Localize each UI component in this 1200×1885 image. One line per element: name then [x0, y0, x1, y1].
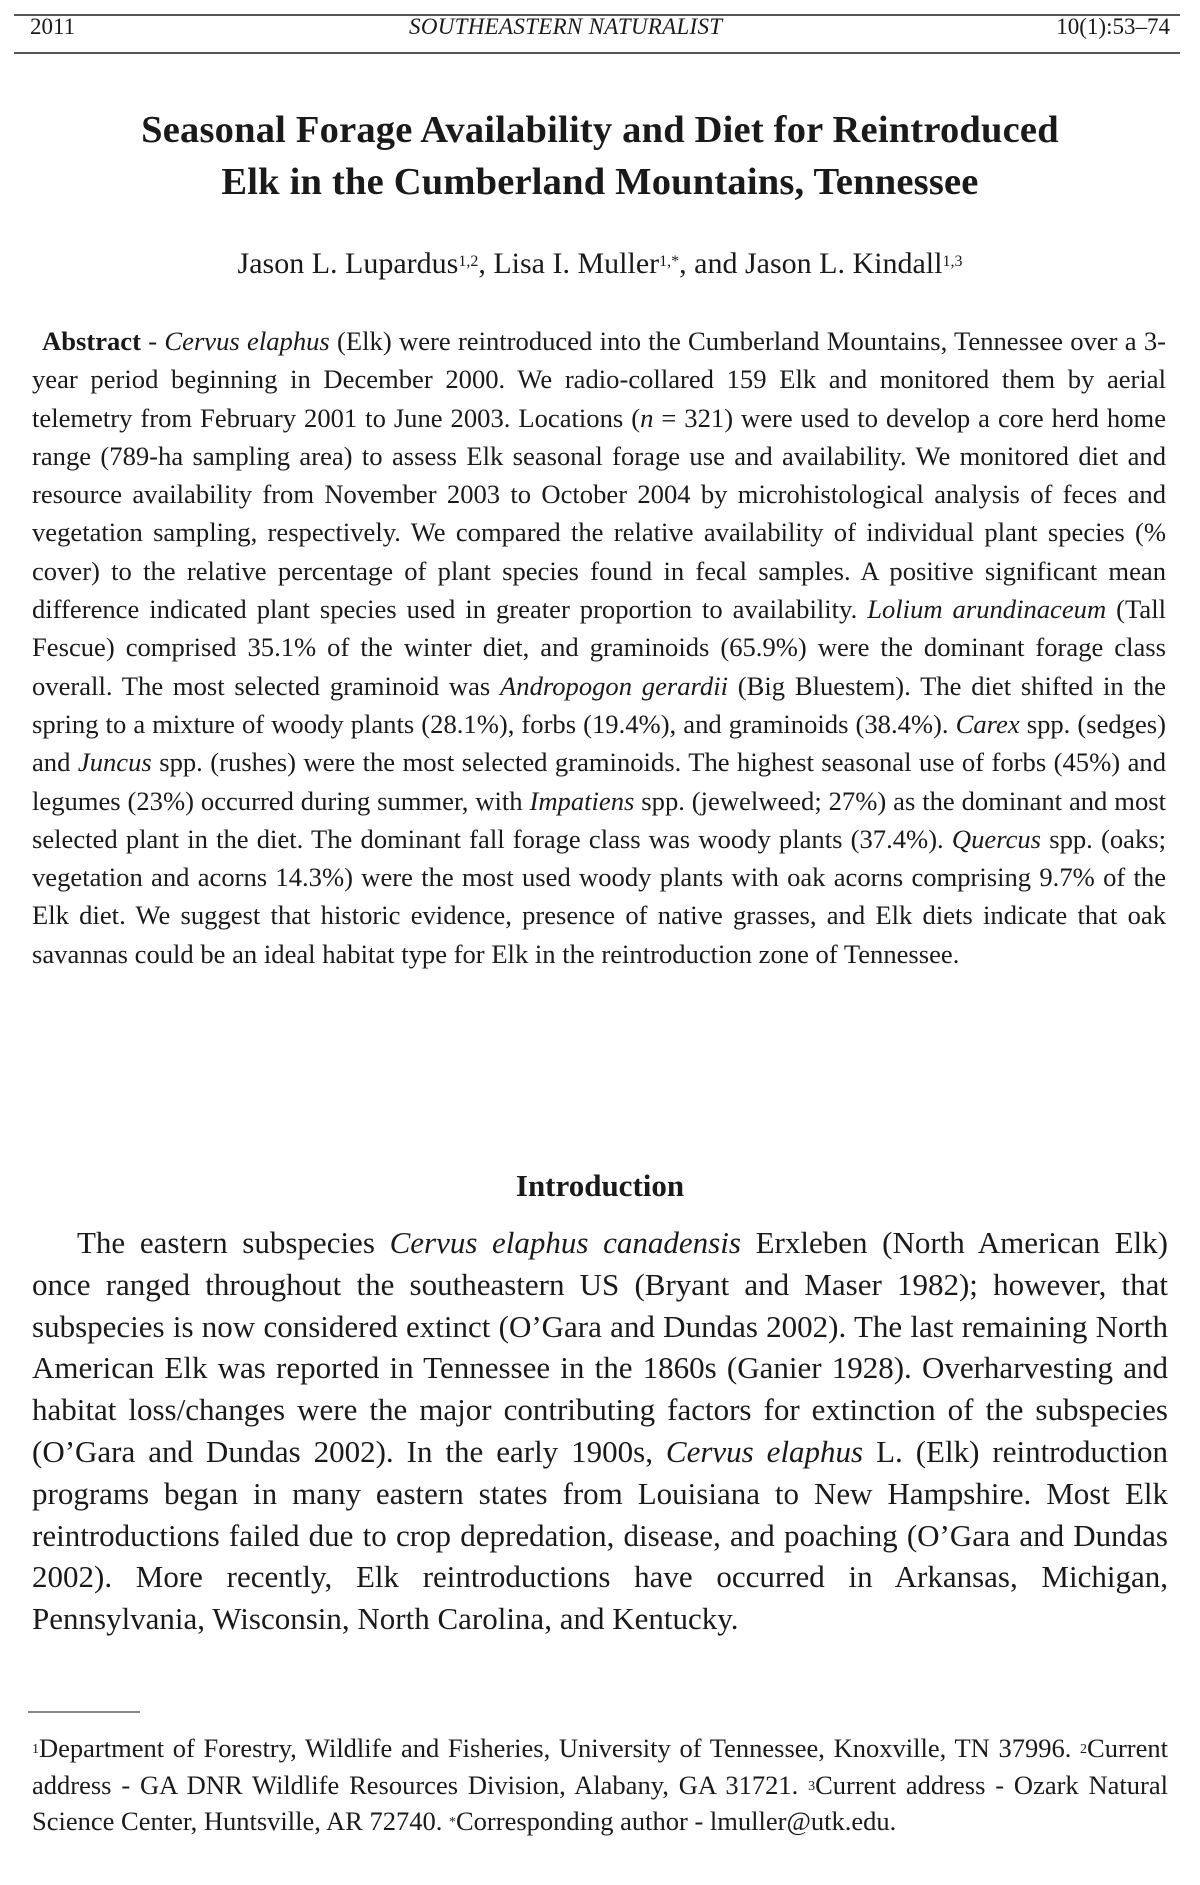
- header-volume-pages: 10(1):53–74: [1056, 14, 1170, 39]
- author-name: Jason L. Lupardus: [237, 247, 459, 280]
- abstract-label: Abstract: [42, 326, 141, 356]
- footnote-text: Current address - Ozark Natural Science Center, Huntsville, AR 72740.: [32, 1769, 1168, 1836]
- body-text: (Elk) were reintroduced into the Cumberland Mountains, Tennessee over a 3-year period beginning in December 2000. We radio-collared 159 Elk and monitored them by aerial telemetry from February 2001 to June 2003. Locations (: [32, 326, 1166, 433]
- author-separator: ,: [478, 247, 494, 280]
- running-header: [30, 10, 1170, 44]
- title-line-2: Elk in the Cumberland Mountains, Tennessee: [221, 161, 979, 203]
- body-text: (Tall Fescue) comprised 35.1% of the winter diet, and graminoids (65.9%) were the dominant forage class overall. The most selected graminoid was: [32, 594, 1166, 701]
- author-separator: , and: [679, 247, 745, 280]
- italic-taxon-text: Andropogon gerardii: [500, 670, 728, 701]
- author-name: Jason L. Kindall: [744, 247, 943, 280]
- italic-taxon-text: Impatiens: [529, 785, 635, 816]
- header-journal-name: SOUTHEASTERN NATURALIST: [409, 14, 723, 39]
- abstract-body: [32, 326, 1166, 969]
- footnote-marker: 2: [1080, 1742, 1088, 1757]
- italic-taxon-text: Juncus: [77, 747, 152, 778]
- body-text: L. (Elk) reintroduction programs began in many eastern states from Louisiana to New Hampshire. Most Elk reintroductions failed due to crop depredation, disease, and poaching (O’Gara and Dundas 2002). More recently, Elk reintroductions have occurred in Arkansas, Michigan, Pennsylvania, Wisconsin, North Carolina, and Kentucky.: [32, 1433, 1168, 1637]
- footnote-rule: [28, 1711, 140, 1713]
- italic-taxon-text: n: [640, 402, 654, 433]
- author-affiliation-marker: 1,*: [659, 253, 680, 270]
- body-text: Erxleben (North American Elk) once ranged throughout the southeastern US (Bryant and Maser 1982); however, that subspecies is now considered extinct (O’Gara and Dundas 2002). The last remaining North American Elk was reported in Tennessee in the 1860s (Ganier 1928). Overharvesting and habitat loss/changes were the major contributing factors for extinction of the subspecies (O’Gara and Dundas 2002). In the early 1900s,: [32, 1225, 1168, 1469]
- author-affiliation-marker: 1,3: [942, 253, 963, 270]
- footnote-marker: 3: [808, 1778, 816, 1794]
- introduction-body: [32, 1225, 1168, 1636]
- body-text: spp. (jewelweed; 27%) as the dominant and most selected plant in the diet. The dominant fall forage class was woody plants (37.4%).: [32, 785, 1166, 854]
- italic-taxon-text: Lolium arundinaceum: [867, 594, 1107, 625]
- footnote-text: Department of Forestry, Wildlife and Fisheries, University of Tennessee, Knoxville, TN 37996.: [39, 1733, 1081, 1763]
- body-text: = 321) were used to develop a core herd home range (789-ha sampling area) to assess Elk seasonal forage use and availability. We monitored diet and resource availability from November 2003 to October 2004 by microhistological analysis of feces and vegetation sampling, respectively. We compared the relative availability of individual plant species (% cover) to the relative percentage of plant species found in fecal samples. A positive significant mean difference indicated plant species used in greater proportion to availability.: [32, 402, 1166, 625]
- footnote-marker: 1: [32, 1742, 39, 1757]
- italic-taxon-text: Quercus: [951, 823, 1042, 854]
- footnote-text: Current address - GA DNR Wildlife Resources Division, Alabany, GA 31721.: [32, 1733, 1168, 1800]
- body-text: spp. (oaks; vegetation and acorns 14.3%) were the most used woody plants with oak acorns comprising 9.7% of the Elk diet. We suggest that historic evidence, presence of native grasses, and Elk diets indicate that oak savannas could be an ideal habitat type for Elk in the reintroduction zone of Tennessee.: [32, 823, 1166, 969]
- italic-taxon-text: Cervus elaphus: [164, 326, 330, 356]
- body-text: The eastern subspecies: [77, 1225, 390, 1260]
- author-affiliation-marker: 1,2: [458, 253, 479, 270]
- italic-taxon-text: Cervus elaphus canadensis: [389, 1225, 741, 1260]
- author-list: [0, 244, 1200, 284]
- author-name: Lisa I. Muller: [493, 247, 660, 280]
- abstract: [32, 322, 1166, 973]
- italic-taxon-text: Cervus elaphus: [665, 1433, 864, 1469]
- footnote-text: Corresponding author - lmuller@utk.edu.: [456, 1806, 897, 1836]
- italic-taxon-text: Carex: [955, 708, 1020, 739]
- header-bottom-rule: [14, 52, 1180, 54]
- header-year: 2011: [30, 14, 76, 39]
- introduction-paragraph: [32, 1222, 1168, 1640]
- body-text: spp. (sedges) and: [32, 708, 1166, 778]
- body-text: spp. (rushes) were the most selected graminoids. The highest seasonal use of forbs (45%) and legumes (23%) occurred during summer, with: [32, 747, 1166, 816]
- footnote-marker: *: [449, 1815, 456, 1830]
- title-line-1: Seasonal Forage Availability and Diet for Reintroduced: [141, 109, 1059, 151]
- paper-title: [0, 104, 1200, 208]
- body-text: (Big Bluestem). The diet shifted in the spring to a mixture of woody plants (28.1%), forbs (19.4%), and graminoids (38.4%).: [32, 670, 1166, 739]
- body-text: -: [140, 326, 165, 356]
- section-heading-introduction: Introduction: [515, 1168, 685, 1203]
- footnotes: [32, 1730, 1168, 1840]
